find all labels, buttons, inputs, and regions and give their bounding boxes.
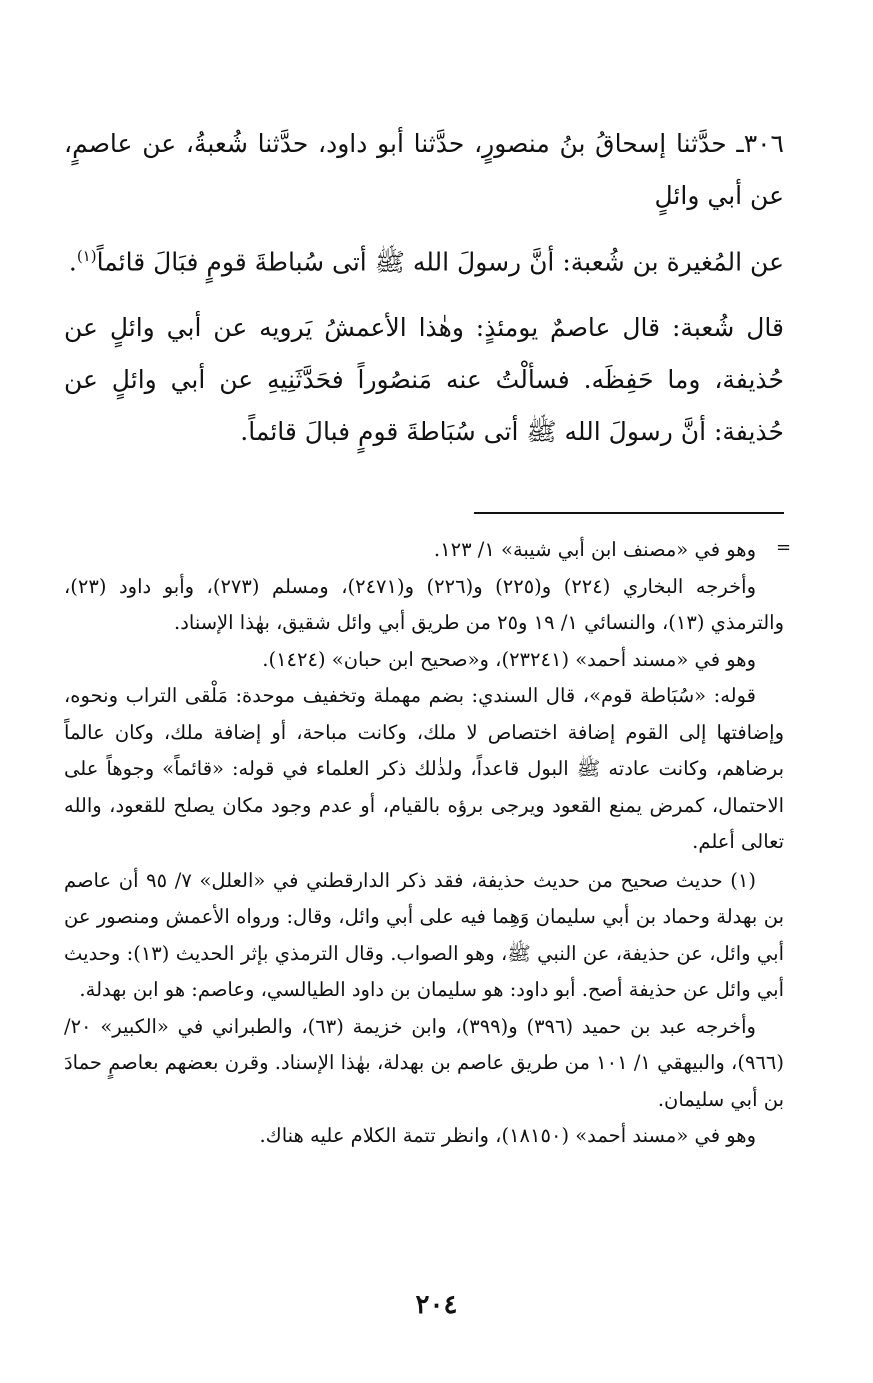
footnote-takhrij: وأخرجه البخاري (٢٢٤) و(٢٢٥) و(٢٢٦) و(٢٤٧١)، ومسلم (٢٧٣)، وأبو داود (٢٣)، والترمذي (١٣)، والنسائي ١/ ١٩ و٢٥ من طريق أبي وائل شقيق، بهٰذا الإسناد. <box>64 574 784 634</box>
footnote-ref: (١) <box>76 247 97 265</box>
hadith-text <box>64 230 784 288</box>
hadith-text-end: . <box>68 247 77 277</box>
footnote-separator <box>474 512 784 514</box>
footnote-1: (١) حديث صحيح من حديث حذيفة، فقد ذكر الدارقطني في «العلل» ٧/ ٩٥ أن عاصم بن بهدلة وحماد بن أبي سليمان وَهِما فيه على أبي وائل، وقال: ورواه الأعمش ومنصور عن أبي وائل، عن حذيفة، عن النبي ﷺ، وهو الصواب. وقال الترمذي بإثر الحديث (١٣): وحديث أبي وائل عن حذيفة أصح. أبو داود: هو سليمان بن داود الطيالسي، وعاصم: هو ابن بهدلة. <box>64 868 784 1001</box>
hadith-chain: ٣٠٦ـ حدَّثنا إسحاقُ بنُ منصورٍ، حدَّثنا أبو داود، حدَّثنا شُعبةُ، عن عاصمٍ، عن أبي وائلٍ <box>64 129 784 210</box>
footnote-musnad-ahmad: وهو في «مسند أحمد» (٢٣٢٤١)، و«صحيح ابن حبان» (١٤٢٤). <box>262 647 756 671</box>
footnotes <box>64 532 784 1155</box>
footnote-subata-explanation: قوله: «سُبَاطة قوم»، قال السندي: بضم مهملة وتخفيف موحدة: مَلْقى التراب ونحوه، وإضافتها إلى القوم إضافة اختصاص لا ملك، وكانت مباحة، أو إضافة ملك، وكان عالماً برضاهم، وكانت عادته ﷺ البول قاعداً، ولذٰلك ذكر العلماء في قوله: «قائماً» وجوهاً على الاحتمال، كمرض يمنع القعود ويرجى برؤه بالقيام، أو عدم وجود مكان يصلح للقعود، والله تعالى أعلم. <box>64 684 784 853</box>
footnote-1-musnad-ahmad: وهو في «مسند أحمد» (١٨١٥٠)، وانظر تتمة الكلام عليه هناك. <box>259 1124 756 1147</box>
footnote-continuation-mark: = <box>776 537 792 558</box>
footnote-1-takhrij: وأخرجه عبد بن حميد (٣٩٦) و(٣٩٩)، وابن خزيمة (٦٣)، والطبراني في «الكبير» ٢٠/ (٩٦٦)، والبيهقي ١/ ١٠١ من طريق عاصم بن بهدلة، بهٰذا الإسناد. وقرن بعضهم بعاصمٍ حمادَ بن أبي سليمان. <box>64 1014 784 1111</box>
shuba-note: قال شُعبة: قال عاصمٌ يومئذٍ: وهٰذا الأعمشُ يَرويه عن أبي وائلٍ عن حُذيفة، وما حَفِظَه. فسألْتُ عنه مَنصُوراً فحَدَّثَنِيهِ عن أبي وائلٍ عن حُذيفة: أنَّ رسولَ الله ﷺ أتى سُبَاطةَ قومٍ فبالَ قائماً. <box>64 313 784 447</box>
main-text <box>64 118 784 458</box>
footnote-ibn-abi-shayba: وهو في «مصنف ابن أبي شيبة» ١/ ١٢٣. <box>433 538 756 561</box>
page-number: ٢٠٤ <box>415 1290 458 1320</box>
hadith-text-body: عن المُغيرة بن شُعبة: أنَّ رسولَ الله ﷺ أتى سُباطةَ قومٍ فبَالَ قائماً <box>96 247 784 277</box>
